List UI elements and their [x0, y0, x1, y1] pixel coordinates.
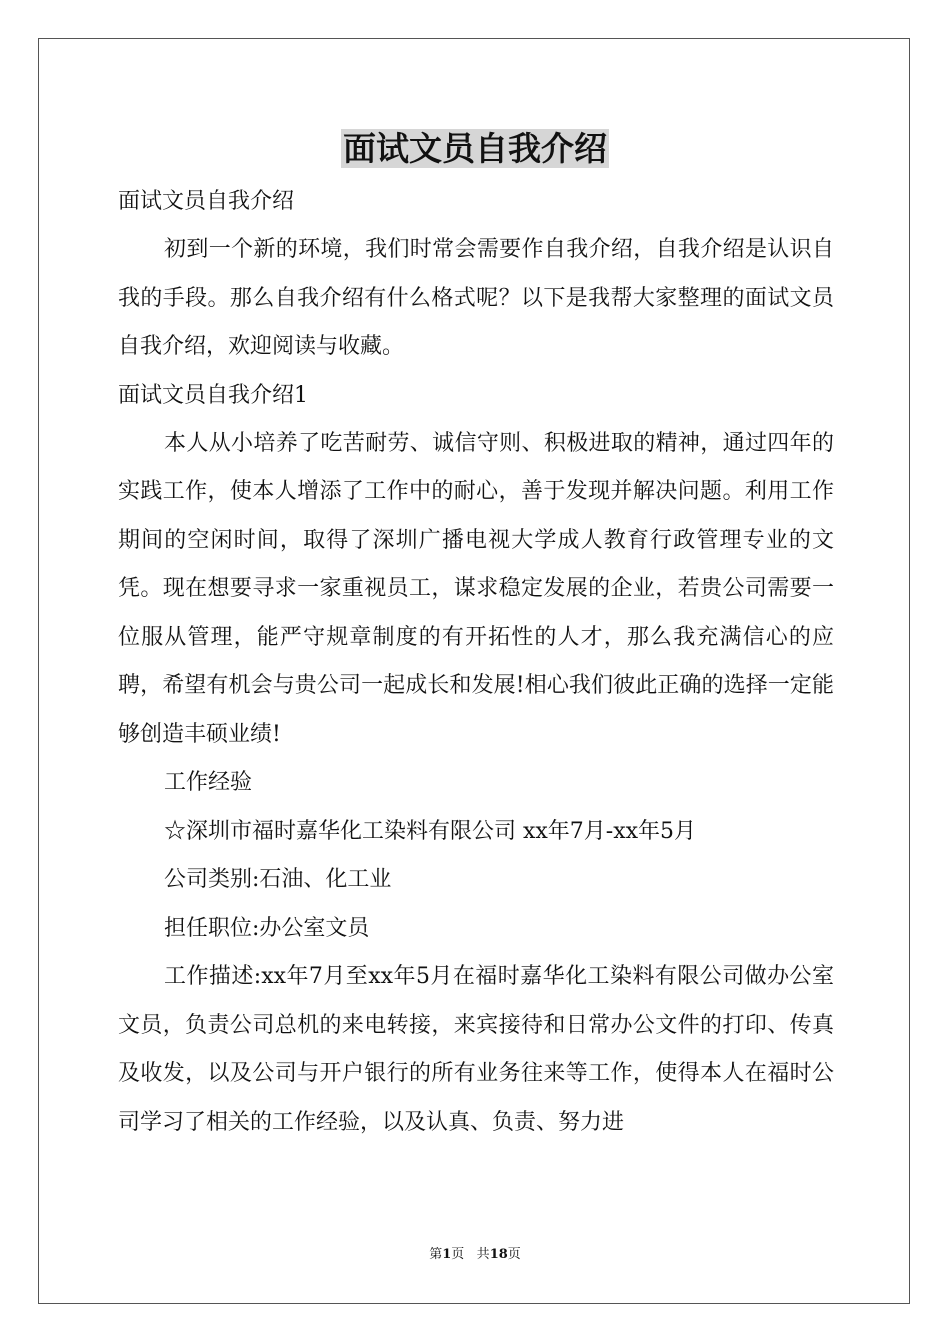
- document-body: [118, 178, 834, 1147]
- job-position: 担任职位:办公室文员: [164, 915, 370, 941]
- section-heading-1: 面试文员自我介绍1: [118, 382, 308, 408]
- document-title: [0, 126, 950, 172]
- job-description-paragraph: 工作描述:xx年7月至xx年5月在福时嘉华化工染料有限公司做办公室文员，负责公司总机的来电转接，来宾接待和日常办公文件的打印、传真及收发，以及公司与开户银行的所有业务往来等工作，使得本人在福时公司学习了相关的工作经验，以及认真、负责、努力进: [118, 964, 834, 1135]
- page-number: 1: [442, 1247, 452, 1262]
- company-category: 公司类别:石油、化工业: [164, 867, 392, 892]
- page-label-prefix: 第: [429, 1247, 443, 1262]
- page-footer: [0, 1246, 950, 1264]
- self-intro-paragraph: 本人从小培养了吃苦耐劳、诚信守则、积极进取的精神，通过四年的实践工作，使本人增添了工作中的耐心，善于发现并解决问题。利用工作期间的空闲时间，取得了深圳广播电视大学成人教育行政管理专业的文凭。现在想要寻求一家重视员工，谋求稳定发展的企业，若贵公司需要一位服从管理，能严守规章制度的有开拓性的人才，那么我充满信心的应聘，希望有机会与贵公司一起成长和发展!相心我们彼此正确的选择一定能够创造丰硕业绩!: [118, 430, 834, 747]
- section-heading: 面试文员自我介绍: [118, 189, 295, 214]
- total-label-suffix: 页: [507, 1247, 521, 1262]
- total-label-prefix: 共: [476, 1247, 490, 1262]
- intro-paragraph: 初到一个新的环境，我们时常会需要作自我介绍，自我介绍是认识自我的手段。那么自我介绍有什么格式呢？以下是我帮大家整理的面试文员自我介绍，欢迎阅读与收藏。: [118, 237, 834, 359]
- company-entry: ☆深圳市福时嘉华化工染料有限公司 xx年7月-xx年5月: [164, 818, 697, 844]
- total-pages: 18: [489, 1247, 508, 1262]
- document-title-text: 面试文员自我介绍: [343, 129, 607, 168]
- page-label-suffix: 页: [451, 1247, 465, 1262]
- work-experience-heading: 工作经验: [164, 770, 253, 795]
